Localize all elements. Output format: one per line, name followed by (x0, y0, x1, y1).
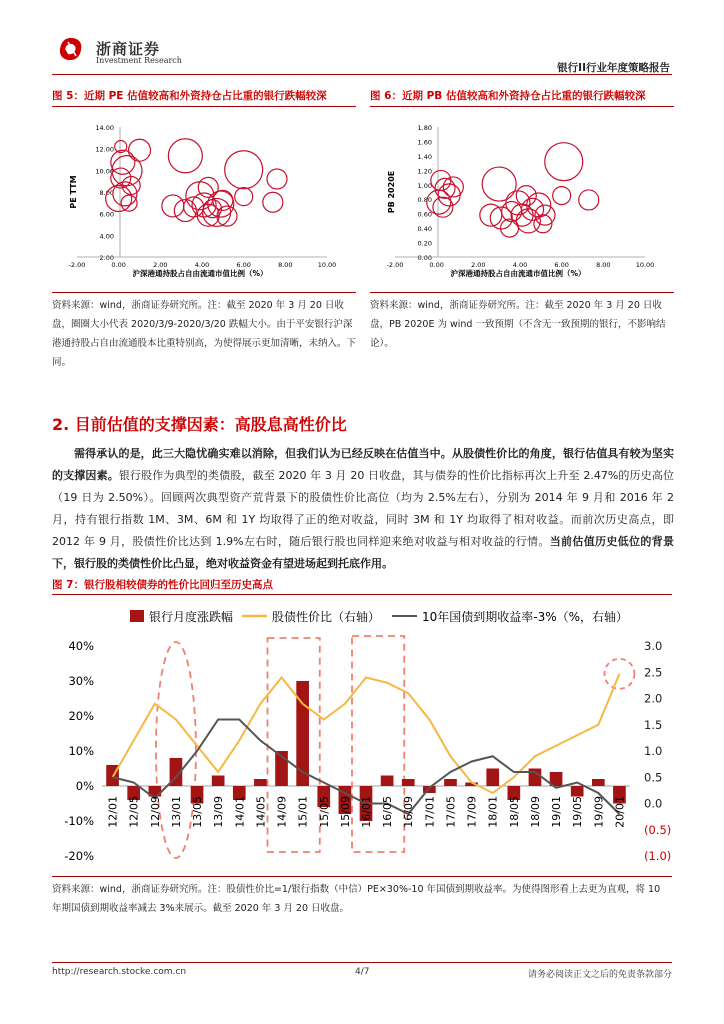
fig7-x-label: 16/01 (360, 796, 373, 828)
fig5-chart (52, 112, 358, 292)
fig6-bubble (516, 186, 536, 206)
fig7-right-tick: 0.5 (644, 770, 663, 785)
company-name-en: Investment Research (96, 56, 182, 65)
fig7-note-rule (52, 876, 672, 877)
fig7-left-tick: -20% (64, 849, 94, 863)
fig6-xtick: 0.00 (429, 261, 444, 269)
fig7-right-tick: 1.0 (644, 744, 663, 758)
section-title: 2. 目前估值的支撑因素：高股息高性价比 (52, 415, 347, 434)
fig5-bubble (263, 192, 283, 212)
fig7-x-label: 12/05 (127, 796, 141, 828)
fig7-right-ticks (644, 639, 671, 863)
fig7-x-label: 18/09 (528, 796, 542, 828)
fig7-title-rule (52, 594, 672, 595)
fig7-x-label: 12/01 (106, 796, 120, 828)
fig5-xtick: 6.00 (236, 261, 251, 269)
fig7-x-label: 14/05 (254, 796, 268, 828)
fig5-title: 图 5：近期 PE 估值较高和外资持仓占比重的银行跌幅较深 (52, 90, 327, 102)
fig7-bar (486, 769, 499, 787)
fig6-ytick: 0.80 (417, 196, 432, 205)
fig7-right-tick: (1.0) (644, 849, 672, 863)
fig7-x-labels (107, 796, 627, 828)
fig5-note: 资料来源：wind，浙商证券研究所。注：截至 2020 年 3 月 20 日收盘，圈圈大小代表 2020/3/9-2020/3/20 跌幅大小。由于平安银行沪深港通持股占自由流通股本比重特别高，为使得展示更加清晰，未纳入。下同。 (52, 300, 357, 368)
fig7-left-tick: 40% (68, 639, 94, 653)
fig7-chart (52, 598, 672, 876)
fig7-left-tick: 0% (75, 779, 94, 793)
fig7-right-tick: 2.5 (644, 665, 663, 680)
fig5-bubble (168, 139, 202, 173)
fig5-bubble (225, 151, 263, 189)
legend-yield-label: 股债性价比（右轴） (272, 610, 381, 624)
document-title: 银行II行业年度策略报告 (557, 62, 670, 74)
fig6-xtick: -2.00 (386, 261, 404, 269)
fig5-bubble (121, 195, 137, 211)
fig6-x-ticks (387, 261, 655, 269)
fig7-x-label: 14/09 (275, 796, 289, 828)
fig7-x-label: 15/01 (296, 796, 310, 828)
fig6-y-ticks (418, 124, 432, 262)
fig6-ytick: 0.20 (417, 239, 432, 248)
fig6-ylabel: PB 2020E (387, 170, 396, 214)
fig7-right-tick: (0.5) (644, 822, 672, 837)
fig7-right-tick: 1.5 (644, 717, 663, 732)
logo-icon (56, 34, 86, 64)
fig6-bubble (553, 187, 571, 205)
fig5-ytick: 6.00 (99, 210, 114, 219)
fig5-x-ticks (69, 261, 337, 269)
fig7-bar (254, 779, 267, 786)
fig7-x-label: 15/09 (338, 796, 352, 828)
legend-bar-swatch (130, 610, 144, 622)
fig7-left-tick: -10% (64, 814, 94, 828)
fig5-y-ticks (95, 124, 114, 262)
fig5-title-rule (52, 106, 356, 107)
fig6-bubble (482, 167, 516, 201)
fig7-x-label: 17/01 (423, 796, 437, 828)
fig7-x-label: 20/01 (613, 796, 627, 828)
fig6-note-rule (370, 292, 674, 293)
fig7-x-label: 17/09 (465, 796, 479, 828)
fig6-note: 资料来源：wind，浙商证券研究所。注：截至 2020 年 3 月 20 日收盘，PB 2020E 为 wind 一致预期（不含无一致预期的银行，不影响结论）。 (370, 300, 666, 349)
fig7-right-tick: 0.0 (644, 796, 663, 811)
fig7-x-label: 19/05 (571, 796, 585, 828)
fig5-ytick: 10.00 (95, 167, 114, 176)
company-name: 浙商证券 (96, 40, 161, 58)
fig5-bubble (235, 188, 253, 206)
fig5-xtick: 4.00 (194, 261, 210, 269)
fig7-left-ticks (64, 639, 94, 863)
fig5-bubble (129, 139, 151, 161)
para-body: 银行股作为典型的类债股，截至 2020 年 3 月 20 日收盘，其与债券的性价比指标再次上升至 2.47%的历史高位（19 日为 2.50%）。回顾两次典型资产荒背景下的股债性价比高位（均为 2.5%左右），分别为 2014 年 9 月和 2016 年 2 月，持有银行指数 1M、3M、6M 和 1Y 均取得了正的绝对收益，同时 3M 和 1Y 均取得了相对收益。而前次历史高点，即 2012 年 9 月，股债性价比达到 1.9%左右时，随后银行股也同样迎来绝对收益与相对收益的行情。 (52, 469, 674, 548)
fig7-right-tick: 3.0 (644, 639, 663, 653)
fig6-xtick: 4.00 (512, 261, 528, 269)
fig6-ytick: 1.60 (417, 138, 432, 147)
fig6-ytick: 1.40 (417, 152, 432, 161)
fig6-xtick: 2.00 (471, 261, 486, 269)
footer-url[interactable]: http://research.stocke.com.cn (52, 967, 187, 977)
fig7-left-tick: 10% (68, 744, 94, 758)
fig6-bubble (506, 191, 530, 215)
fig7-bar (212, 776, 225, 787)
fig7-x-label: 16/09 (402, 796, 416, 828)
fig5-xtick: -2.00 (68, 261, 86, 269)
body-paragraph (52, 443, 674, 575)
fig6-bubble (579, 190, 599, 210)
fig7-x-label: 12/09 (148, 796, 162, 828)
footer-divider (52, 962, 672, 963)
fig5-note-rule (52, 292, 356, 293)
fig7-bar (381, 776, 394, 787)
fig7-bar (592, 779, 605, 786)
fig7-left-tick: 30% (68, 674, 94, 688)
fig6-ytick: 1.80 (417, 124, 432, 132)
fig6-ytick: 1.20 (417, 167, 432, 176)
fig5-ytick: 2.00 (99, 254, 114, 262)
fig7-x-label: 16/05 (381, 796, 395, 828)
fig6-xlabel: 沪深港通持股占自由流通市值比例（%） (450, 269, 586, 278)
fig5-xtick: 0.00 (111, 261, 126, 269)
fig7-x-label: 13/05 (191, 796, 205, 828)
fig6-title-rule (370, 106, 674, 107)
legend-bar-label: 银行月度涨跌幅 (149, 610, 234, 624)
fig7-right-tick: 2.0 (644, 691, 663, 706)
footer-disclaimer: 请务必阅读正文之后的免责条款部分 (527, 970, 672, 980)
fig6-ytick: 0.00 (417, 254, 432, 262)
fig7-x-label: 15/05 (317, 796, 331, 828)
fig7-bar (444, 779, 457, 786)
fig7-note: 资料来源：wind，浙商证券研究所。注：股债性价比=1/银行指数（中信）PE×30%-10 年国债到期收益率。为使得图形看上去更为直观，将 10 年期国债到期收益率减去 3%来展示。截至 2020 年 3 月 20 日收盘。 (52, 884, 661, 914)
fig7-bar (571, 786, 584, 797)
fig6-xtick: 10.00 (635, 261, 655, 269)
header-divider (52, 74, 672, 75)
para-bold-tail: 当前估值历史低位的背景下，银行股的类债性价比凸显，绝对收益资金有望进场起到托底作用。 (52, 535, 674, 570)
fig7-yield-ratio-line (113, 674, 620, 793)
fig7-x-label: 14/01 (233, 796, 247, 828)
fig7-x-label: 18/01 (486, 796, 500, 828)
fig5-xtick: 10.00 (317, 261, 337, 269)
fig6-ytick: 1.00 (417, 181, 432, 190)
fig6-chart (370, 112, 676, 292)
fig7-x-label: 19/01 (550, 796, 564, 828)
fig5-bubble (267, 169, 287, 189)
fig7-title: 图 7：银行股相较债券的性价比回归至历史高点 (52, 579, 273, 591)
fig6-ytick: 0.60 (417, 210, 432, 219)
fig5-bubble (186, 182, 214, 210)
fig7-x-label: 17/05 (444, 796, 458, 828)
fig7-x-label: 18/05 (507, 796, 521, 828)
fig6-bubble (545, 143, 583, 181)
fig7-left-tick: 20% (68, 709, 94, 723)
fig5-bubble (162, 195, 184, 217)
fig7-x-label: 13/09 (212, 796, 226, 828)
fig5-bubble (106, 186, 132, 212)
fig5-xtick: 8.00 (278, 261, 293, 269)
fig7-x-label: 19/09 (592, 796, 606, 828)
legend-bond-label: 10年国债到期收益率-3%（%，右轴） (422, 610, 629, 624)
fig6-xtick: 8.00 (596, 261, 611, 269)
page-number: 4/7 (355, 967, 370, 977)
fig6-xtick: 6.00 (554, 261, 569, 269)
fig5-xlabel: 沪深港通持股占自由流通市值比例（%） (132, 269, 268, 278)
fig6-bubble (438, 184, 460, 206)
fig7-bar (402, 779, 415, 786)
fig5-ylabel: PE TTM (69, 175, 78, 209)
fig5-ytick: 8.00 (99, 189, 114, 197)
fig5-ytick: 14.00 (95, 124, 114, 132)
fig5-xtick: 2.00 (153, 261, 168, 269)
fig7-x-label: 13/01 (169, 796, 183, 828)
fig5-ytick: 4.00 (99, 232, 114, 241)
para-bold-lead: 需得承认的是，此三大隐忧确实难以消除，但我们认为已经反映在估值当中。从股债性价比的角度，银行估值具有较为坚实的支撑因素。 (52, 447, 674, 482)
fig6-title: 图 6：近期 PB 估值较高和外资持仓占比重的银行跌幅较深 (370, 90, 646, 102)
fig6-ytick: 0.40 (417, 225, 432, 234)
fig5-ytick: 12.00 (95, 145, 114, 154)
